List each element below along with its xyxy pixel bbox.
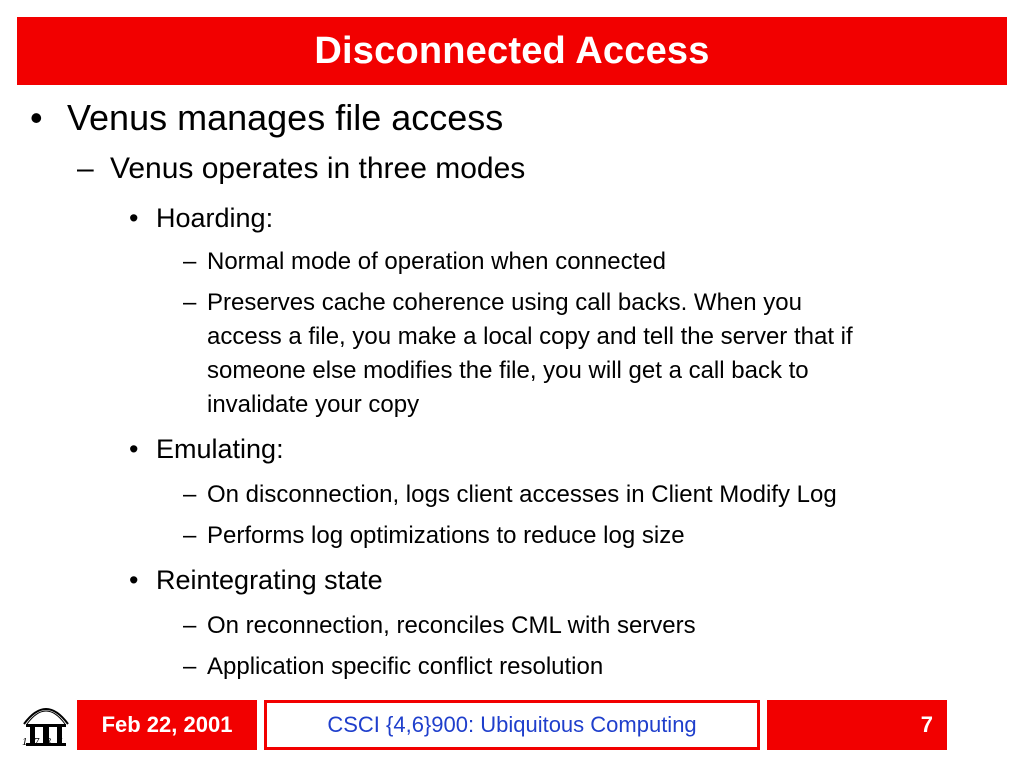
bullet-text: Reintegrating state xyxy=(156,565,383,595)
bullet-continuation: invalidate your copy xyxy=(207,391,420,418)
bullet-marker: • xyxy=(129,434,139,464)
footer-course-text: CSCI {4,6}900: Ubiquitous Computing xyxy=(327,712,697,737)
dash-marker: – xyxy=(77,152,94,185)
dash-marker: – xyxy=(183,653,197,680)
bullet-text: Preserves cache coherence using call backs. When you xyxy=(207,289,802,316)
footer-page-number xyxy=(767,700,947,750)
bullet-marker: • xyxy=(30,97,43,138)
slide-title: Disconnected Access xyxy=(314,29,710,72)
bullet-text: Venus manages file access xyxy=(67,97,504,138)
footer-course xyxy=(264,700,760,750)
dash-marker: – xyxy=(183,289,197,316)
page-number-text: 7 xyxy=(920,712,933,737)
bullet-text: Normal mode of operation when connected xyxy=(207,248,666,275)
dash-marker: – xyxy=(183,522,197,549)
bullet-text: Emulating: xyxy=(156,434,284,464)
dash-marker: – xyxy=(183,248,197,275)
dash-marker: – xyxy=(183,612,197,639)
bullet-text: Application specific conflict resolution xyxy=(207,653,604,680)
logo-year: 1785 xyxy=(22,738,69,748)
bullet-text: Performs log optimizations to reduce log size xyxy=(207,522,685,549)
bullet-text: Venus operates in three modes xyxy=(110,152,526,185)
bullet-continuation: access a file, you make a local copy and tell the server that if xyxy=(207,323,853,350)
bullet-marker: • xyxy=(129,203,139,233)
bullet-continuation: someone else modifies the file, you will get a call back to xyxy=(207,357,809,384)
dash-marker: – xyxy=(183,481,197,508)
bullet-text: On disconnection, logs client accesses in Client Modify Log xyxy=(207,481,837,508)
footer-date-text: Feb 22, 2001 xyxy=(101,712,233,737)
bullet-text: On reconnection, reconciles CML with servers xyxy=(207,612,696,639)
bullet-text: Hoarding: xyxy=(156,203,274,233)
footer-date xyxy=(77,700,257,750)
bullet-marker: • xyxy=(129,565,139,595)
